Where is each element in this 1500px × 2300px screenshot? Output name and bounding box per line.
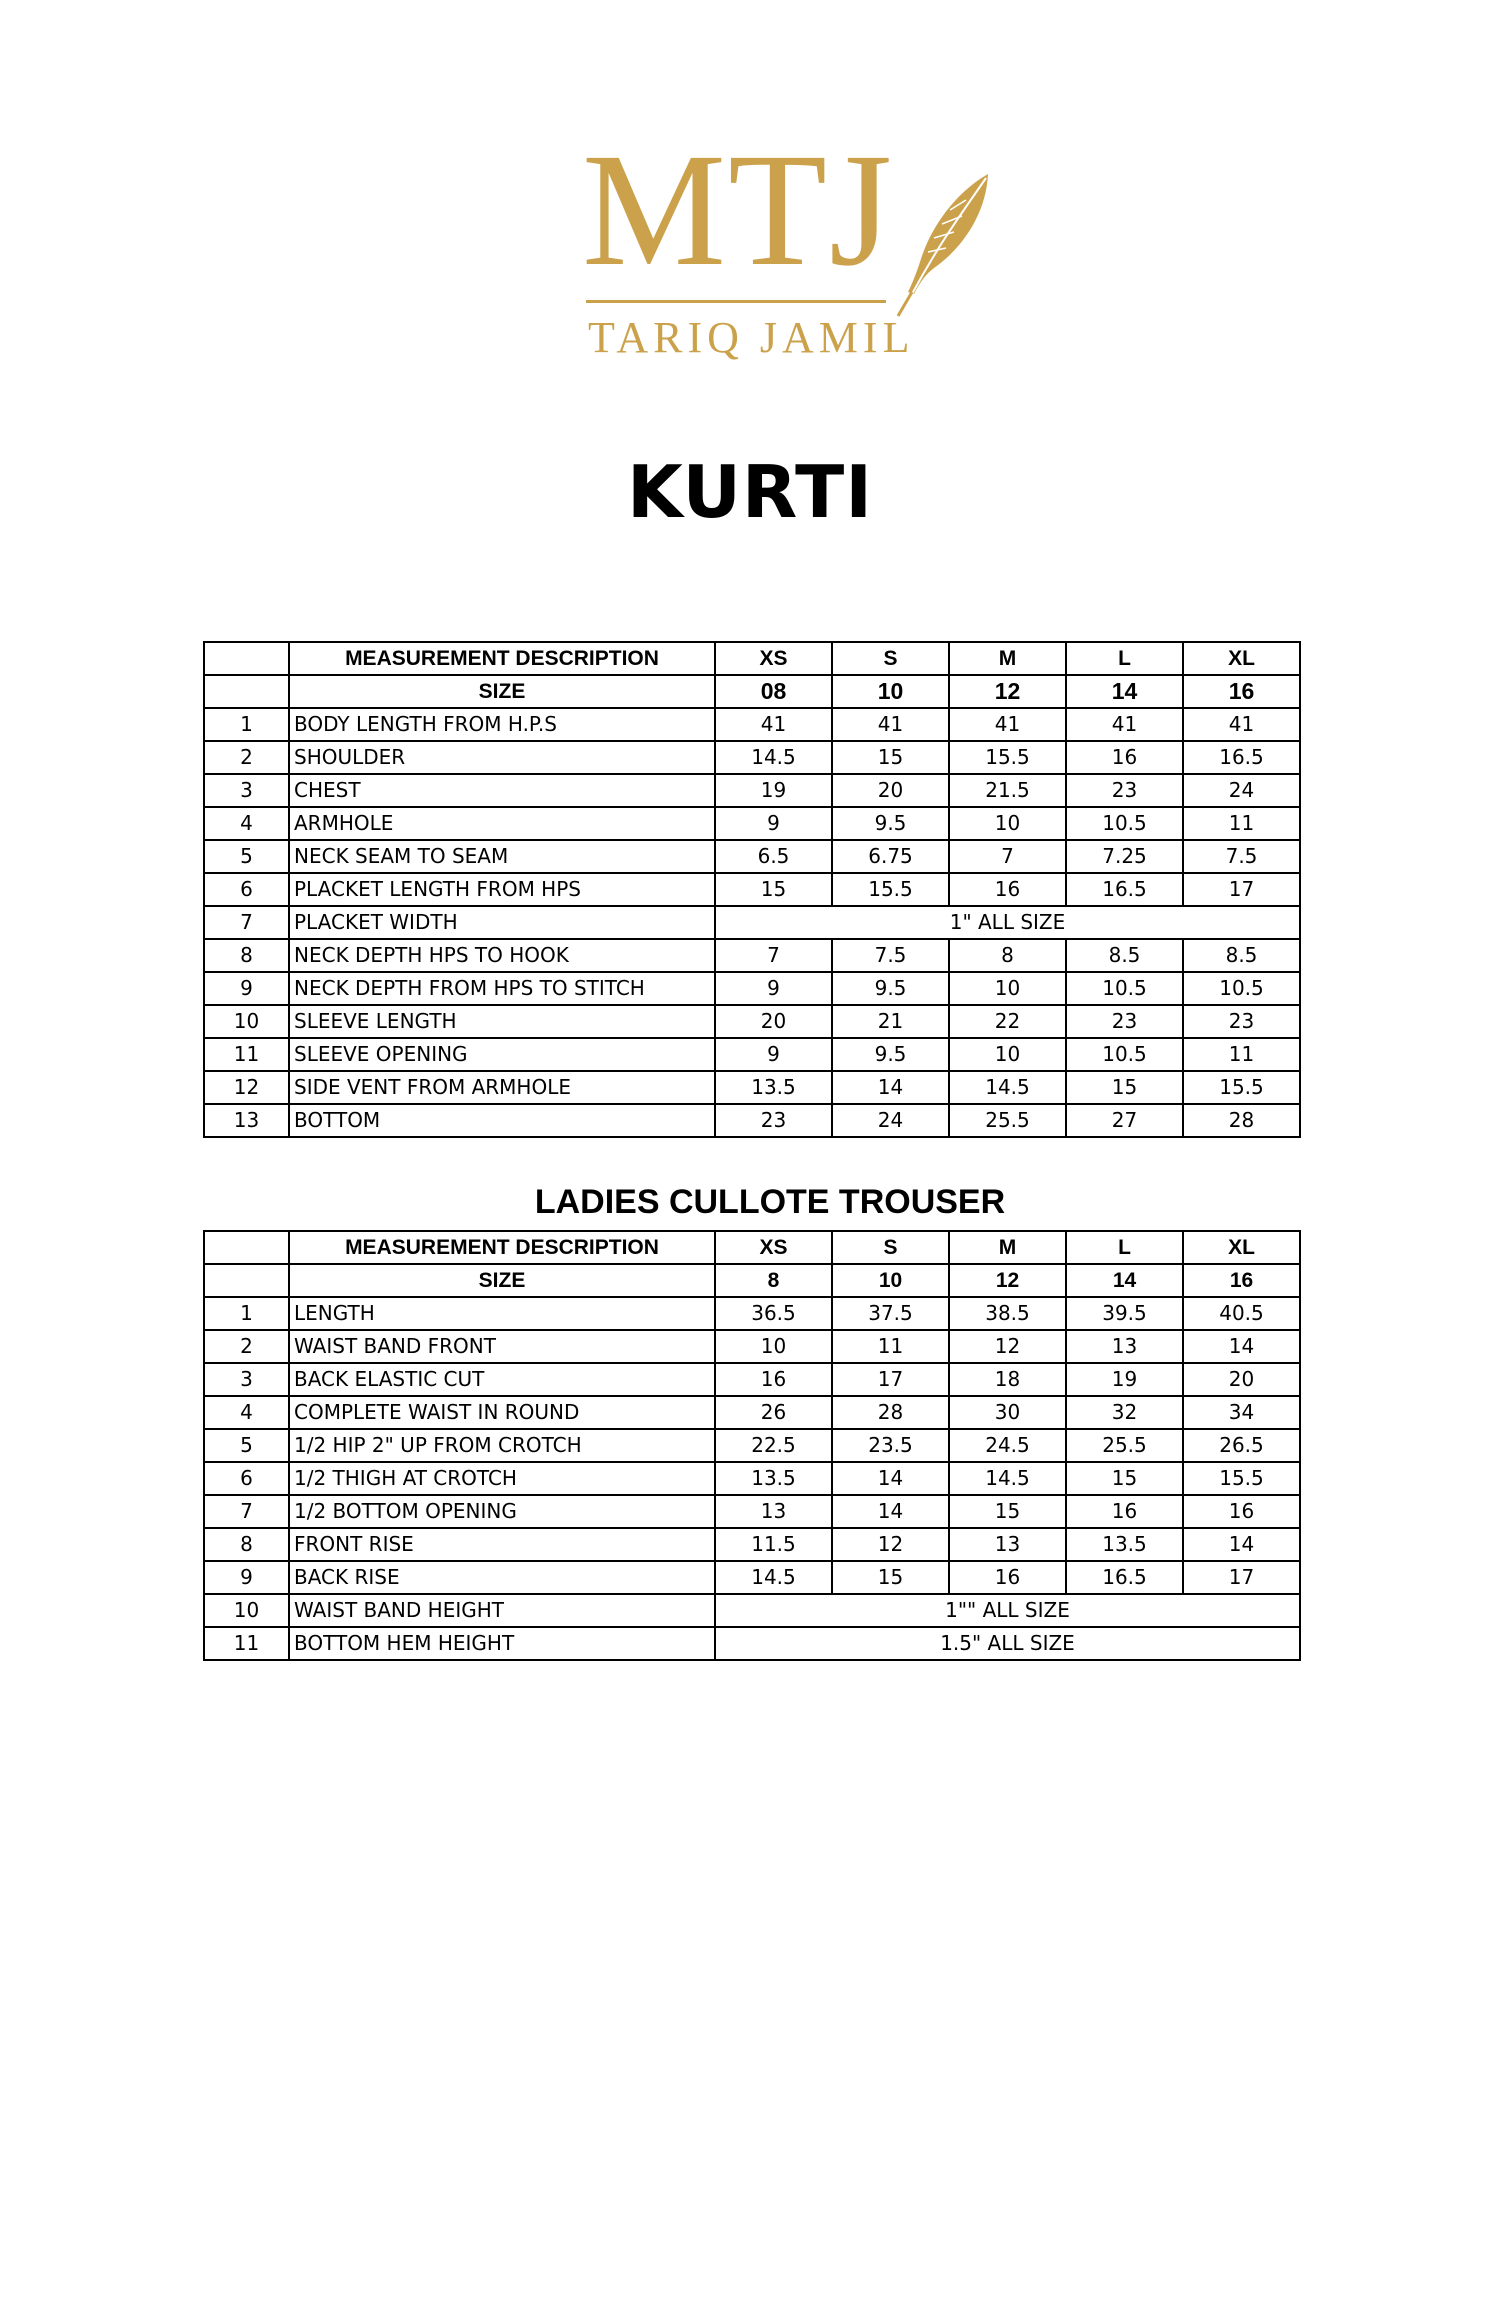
measurement-value-cell: 24.5 (949, 1429, 1066, 1462)
table-row (204, 1594, 1300, 1627)
measurement-value-cell: 17 (1183, 1561, 1300, 1594)
measurement-value-cell: 10 (949, 1038, 1066, 1071)
measurement-value-cell: 7 (715, 939, 832, 972)
row-number-cell: 5 (204, 1429, 289, 1462)
measurement-value-cell: 14.5 (715, 1561, 832, 1594)
row-number-cell: 1 (204, 1297, 289, 1330)
measurement-value-cell: 9.5 (832, 807, 949, 840)
row-number-cell: 7 (204, 1495, 289, 1528)
row-number-cell (204, 642, 289, 675)
measurement-value-cell: 25.5 (1066, 1429, 1183, 1462)
row-number-cell: 9 (204, 1561, 289, 1594)
measurement-value-cell: 36.5 (715, 1297, 832, 1330)
row-number-cell: 2 (204, 1330, 289, 1363)
measurement-value-cell: 10.5 (1066, 972, 1183, 1005)
table-row (204, 1071, 1300, 1104)
measurement-value-cell: 16 (715, 1363, 832, 1396)
kurti-title: KURTI (626, 450, 874, 534)
table-row (204, 873, 1300, 906)
size-label-cell: SIZE (289, 1264, 715, 1297)
table-row (204, 1104, 1300, 1137)
size-header-cell: L (1066, 1231, 1183, 1264)
header-row (204, 1231, 1300, 1264)
measurement-value-cell: 9.5 (832, 972, 949, 1005)
row-number-cell: 9 (204, 972, 289, 1005)
row-number-cell: 11 (204, 1038, 289, 1071)
measurement-value-cell: 23.5 (832, 1429, 949, 1462)
measurement-value-cell: 22.5 (715, 1429, 832, 1462)
measurement-value-cell: 13.5 (715, 1071, 832, 1104)
measurement-value-cell: 14.5 (715, 741, 832, 774)
size-header-cell: S (832, 1231, 949, 1264)
measurement-value-cell: 7 (949, 840, 1066, 873)
measurement-value-cell: 21 (832, 1005, 949, 1038)
measurement-value-cell: 16 (1066, 741, 1183, 774)
row-number-cell: 11 (204, 1627, 289, 1660)
measurement-description-cell: SIDE VENT FROM ARMHOLE (289, 1071, 715, 1104)
measurement-description-cell: 1/2 THIGH AT CROTCH (289, 1462, 715, 1495)
trouser-size-table (203, 1230, 1301, 1661)
measurement-value-cell: 15.5 (949, 741, 1066, 774)
size-label-cell: SIZE (289, 675, 715, 708)
measurement-value-cell: 16 (1066, 1495, 1183, 1528)
measurement-description-cell: FRONT RISE (289, 1528, 715, 1561)
measurement-description-cell: COMPLETE WAIST IN ROUND (289, 1396, 715, 1429)
measurement-value-cell: 14.5 (949, 1462, 1066, 1495)
all-size-value-cell: 1"" ALL SIZE (715, 1594, 1300, 1627)
measurement-value-cell: 11 (832, 1330, 949, 1363)
measurement-description-cell: LENGTH (289, 1297, 715, 1330)
measurement-value-cell: 15.5 (1183, 1462, 1300, 1495)
row-number-cell: 8 (204, 1528, 289, 1561)
measurement-value-cell: 17 (1183, 873, 1300, 906)
row-number-cell: 10 (204, 1594, 289, 1627)
measurement-value-cell: 41 (1066, 708, 1183, 741)
size-header-cell: S (832, 642, 949, 675)
measurement-description-cell: PLACKET LENGTH FROM HPS (289, 873, 715, 906)
measurement-value-cell: 10 (949, 972, 1066, 1005)
size-value-cell: 12 (949, 675, 1066, 708)
all-size-value-cell: 1" ALL SIZE (715, 906, 1300, 939)
trouser-title: LADIES CULLOTE TROUSER (534, 1183, 1006, 1221)
size-header-cell: M (949, 642, 1066, 675)
measurement-value-cell: 20 (832, 774, 949, 807)
size-header-cell: XS (715, 1231, 832, 1264)
row-number-cell (204, 1231, 289, 1264)
row-number-cell: 4 (204, 807, 289, 840)
size-value-cell: 8 (715, 1264, 832, 1297)
measurement-value-cell: 15 (1066, 1462, 1183, 1495)
table-row (204, 774, 1300, 807)
table-row (204, 1495, 1300, 1528)
size-value-cell: 14 (1066, 1264, 1183, 1297)
measurement-value-cell: 12 (949, 1330, 1066, 1363)
measurement-value-cell: 14 (1183, 1330, 1300, 1363)
kurti-size-table (203, 641, 1301, 1138)
measurement-description-cell: BOTTOM HEM HEIGHT (289, 1627, 715, 1660)
measurement-value-cell: 10 (949, 807, 1066, 840)
measurement-value-cell: 24 (832, 1104, 949, 1137)
measurement-value-cell: 7.25 (1066, 840, 1183, 873)
measurement-value-cell: 23 (1066, 1005, 1183, 1038)
measurement-value-cell: 12 (832, 1528, 949, 1561)
measurement-value-cell: 20 (1183, 1363, 1300, 1396)
row-number-cell: 7 (204, 906, 289, 939)
size-header-cell: M (949, 1231, 1066, 1264)
measurement-value-cell: 26.5 (1183, 1429, 1300, 1462)
measurement-value-cell: 20 (715, 1005, 832, 1038)
table-row (204, 741, 1300, 774)
measurement-value-cell: 26 (715, 1396, 832, 1429)
logo-divider (586, 300, 886, 303)
measurement-value-cell: 30 (949, 1396, 1066, 1429)
measurement-value-cell: 15.5 (1183, 1071, 1300, 1104)
measurement-value-cell: 9 (715, 972, 832, 1005)
row-number-cell: 6 (204, 873, 289, 906)
row-number-cell (204, 1264, 289, 1297)
measurement-value-cell: 11 (1183, 1038, 1300, 1071)
size-header-cell: XL (1183, 642, 1300, 675)
table-row (204, 1627, 1300, 1660)
row-number-cell: 10 (204, 1005, 289, 1038)
table-row (204, 807, 1300, 840)
measurement-value-cell: 41 (832, 708, 949, 741)
header-row (204, 642, 1300, 675)
measurement-description-cell: BOTTOM (289, 1104, 715, 1137)
measurement-value-cell: 7.5 (832, 939, 949, 972)
all-size-value-cell: 1.5" ALL SIZE (715, 1627, 1300, 1660)
measurement-value-cell: 9 (715, 1038, 832, 1071)
measurement-value-cell: 14 (832, 1495, 949, 1528)
size-header-cell: XL (1183, 1231, 1300, 1264)
measurement-description-cell: SHOULDER (289, 741, 715, 774)
row-number-cell: 6 (204, 1462, 289, 1495)
table-row (204, 1005, 1300, 1038)
measurement-value-cell: 41 (1183, 708, 1300, 741)
row-number-cell: 1 (204, 708, 289, 741)
row-number-cell (204, 675, 289, 708)
measurement-value-cell: 15 (832, 1561, 949, 1594)
measurement-description-cell: PLACKET WIDTH (289, 906, 715, 939)
measurement-description-cell: CHEST (289, 774, 715, 807)
table-row (204, 1363, 1300, 1396)
measurement-value-cell: 10.5 (1066, 807, 1183, 840)
measurement-description-cell: BODY LENGTH FROM H.P.S (289, 708, 715, 741)
measurement-value-cell: 23 (1183, 1005, 1300, 1038)
table-row (204, 1429, 1300, 1462)
measurement-value-cell: 14 (832, 1462, 949, 1495)
measurement-value-cell: 16 (1183, 1495, 1300, 1528)
table-row (204, 1396, 1300, 1429)
measurement-value-cell: 19 (1066, 1363, 1183, 1396)
feather-quill-icon (890, 170, 1000, 320)
description-header: MEASUREMENT DESCRIPTION (289, 1231, 715, 1264)
table-row (204, 708, 1300, 741)
measurement-value-cell: 19 (715, 774, 832, 807)
measurement-value-cell: 9.5 (832, 1038, 949, 1071)
measurement-value-cell: 38.5 (949, 1297, 1066, 1330)
measurement-value-cell: 13 (1066, 1330, 1183, 1363)
table-row (204, 1330, 1300, 1363)
measurement-value-cell: 24 (1183, 774, 1300, 807)
measurement-value-cell: 13.5 (1066, 1528, 1183, 1561)
table-row (204, 1462, 1300, 1495)
size-value-cell: 10 (832, 1264, 949, 1297)
measurement-value-cell: 11 (1183, 807, 1300, 840)
measurement-value-cell: 6.5 (715, 840, 832, 873)
measurement-value-cell: 16 (949, 873, 1066, 906)
size-header-cell: L (1066, 642, 1183, 675)
measurement-value-cell: 15 (715, 873, 832, 906)
logo-mtj-text: MTJ (582, 121, 895, 300)
table-row (204, 1297, 1300, 1330)
size-header-cell: XS (715, 642, 832, 675)
measurement-value-cell: 28 (1183, 1104, 1300, 1137)
size-value-cell: 08 (715, 675, 832, 708)
table-row (204, 972, 1300, 1005)
logo-tagline: TARIQ JAMIL (588, 313, 915, 362)
measurement-value-cell: 16.5 (1066, 1561, 1183, 1594)
size-value-cell: 14 (1066, 675, 1183, 708)
measurement-value-cell: 15 (1066, 1071, 1183, 1104)
measurement-description-cell: NECK SEAM TO SEAM (289, 840, 715, 873)
measurement-description-cell: BACK RISE (289, 1561, 715, 1594)
measurement-value-cell: 13 (715, 1495, 832, 1528)
measurement-value-cell: 41 (949, 708, 1066, 741)
measurement-description-cell: WAIST BAND FRONT (289, 1330, 715, 1363)
measurement-value-cell: 7.5 (1183, 840, 1300, 873)
row-number-cell: 3 (204, 1363, 289, 1396)
measurement-value-cell: 22 (949, 1005, 1066, 1038)
description-header: MEASUREMENT DESCRIPTION (289, 642, 715, 675)
measurement-description-cell: NECK DEPTH HPS TO HOOK (289, 939, 715, 972)
table-row (204, 906, 1300, 939)
measurement-description-cell: 1/2 BOTTOM OPENING (289, 1495, 715, 1528)
measurement-value-cell: 6.75 (832, 840, 949, 873)
table-row (204, 1561, 1300, 1594)
row-number-cell: 8 (204, 939, 289, 972)
measurement-value-cell: 32 (1066, 1396, 1183, 1429)
measurement-value-cell: 28 (832, 1396, 949, 1429)
measurement-value-cell: 13 (949, 1528, 1066, 1561)
measurement-value-cell: 14 (832, 1071, 949, 1104)
measurement-value-cell: 14.5 (949, 1071, 1066, 1104)
table-row (204, 840, 1300, 873)
measurement-value-cell: 18 (949, 1363, 1066, 1396)
measurement-value-cell: 15 (949, 1495, 1066, 1528)
measurement-value-cell: 13.5 (715, 1462, 832, 1495)
measurement-value-cell: 10.5 (1066, 1038, 1183, 1071)
measurement-value-cell: 34 (1183, 1396, 1300, 1429)
measurement-value-cell: 9 (715, 807, 832, 840)
size-value-cell: 10 (832, 675, 949, 708)
size-value-cell: 16 (1183, 675, 1300, 708)
table-row (204, 1038, 1300, 1071)
measurement-value-cell: 37.5 (832, 1297, 949, 1330)
measurement-description-cell: ARMHOLE (289, 807, 715, 840)
row-number-cell: 4 (204, 1396, 289, 1429)
measurement-value-cell: 16 (949, 1561, 1066, 1594)
table-row (204, 1528, 1300, 1561)
measurement-value-cell: 17 (832, 1363, 949, 1396)
measurement-value-cell: 25.5 (949, 1104, 1066, 1137)
row-number-cell: 3 (204, 774, 289, 807)
measurement-description-cell: SLEEVE OPENING (289, 1038, 715, 1071)
measurement-value-cell: 16.5 (1066, 873, 1183, 906)
measurement-value-cell: 8.5 (1066, 939, 1183, 972)
measurement-value-cell: 15.5 (832, 873, 949, 906)
measurement-value-cell: 10.5 (1183, 972, 1300, 1005)
row-number-cell: 12 (204, 1071, 289, 1104)
size-row (204, 1264, 1300, 1297)
row-number-cell: 13 (204, 1104, 289, 1137)
measurement-value-cell: 11.5 (715, 1528, 832, 1561)
measurement-value-cell: 23 (1066, 774, 1183, 807)
measurement-value-cell: 41 (715, 708, 832, 741)
measurement-value-cell: 8 (949, 939, 1066, 972)
row-number-cell: 5 (204, 840, 289, 873)
table-row (204, 939, 1300, 972)
measurement-value-cell: 16.5 (1183, 741, 1300, 774)
measurement-value-cell: 8.5 (1183, 939, 1300, 972)
measurement-value-cell: 10 (715, 1330, 832, 1363)
measurement-description-cell: WAIST BAND HEIGHT (289, 1594, 715, 1627)
measurement-value-cell: 40.5 (1183, 1297, 1300, 1330)
measurement-value-cell: 27 (1066, 1104, 1183, 1137)
measurement-description-cell: BACK ELASTIC CUT (289, 1363, 715, 1396)
measurement-description-cell: 1/2 HIP 2" UP FROM CROTCH (289, 1429, 715, 1462)
measurement-value-cell: 21.5 (949, 774, 1066, 807)
measurement-description-cell: SLEEVE LENGTH (289, 1005, 715, 1038)
size-value-cell: 16 (1183, 1264, 1300, 1297)
measurement-value-cell: 14 (1183, 1528, 1300, 1561)
size-value-cell: 12 (949, 1264, 1066, 1297)
measurement-value-cell: 39.5 (1066, 1297, 1183, 1330)
measurement-value-cell: 23 (715, 1104, 832, 1137)
row-number-cell: 2 (204, 741, 289, 774)
measurement-value-cell: 15 (832, 741, 949, 774)
brand-logo (560, 121, 1020, 370)
measurement-description-cell: NECK DEPTH FROM HPS TO STITCH (289, 972, 715, 1005)
size-row (204, 675, 1300, 708)
